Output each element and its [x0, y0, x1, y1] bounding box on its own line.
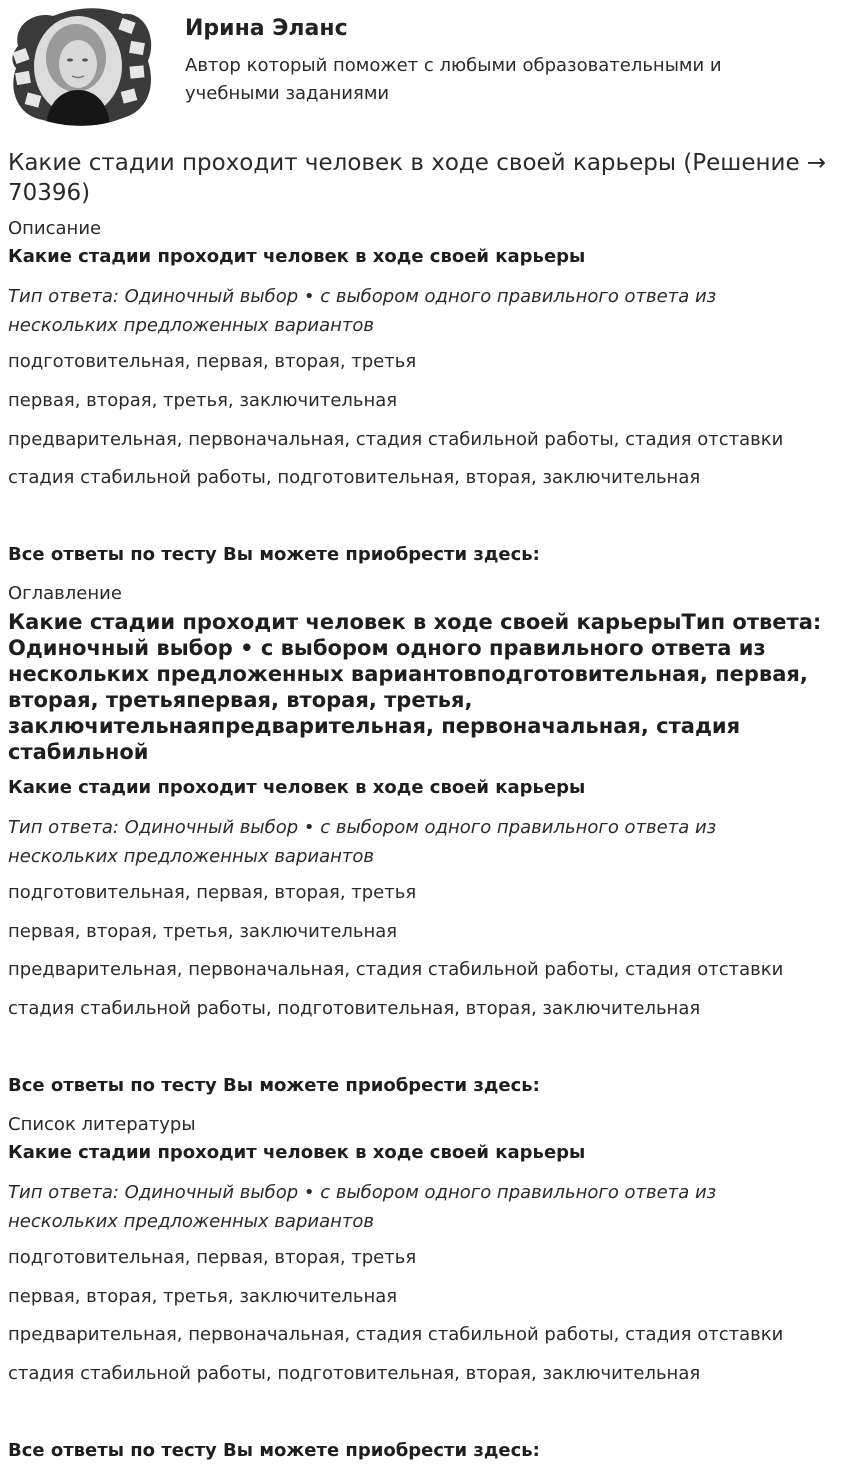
answer-option: предварительная, первоначальная, стадия стабильной работы, стадия отставки [8, 1324, 784, 1345]
answer-option: первая, вторая, третья, заключительная [8, 1286, 398, 1307]
question-text: Какие стадии проходит человек в ходе своей карьеры [8, 246, 586, 267]
page-title: Какие стадии проходит человек в ходе своей карьеры (Решение → 70396) [8, 150, 827, 206]
section-label: Список литературы [8, 1114, 196, 1135]
section-label: Описание [8, 218, 102, 239]
question-text: Какие стадии проходит человек в ходе своей карьеры [8, 777, 586, 798]
answer-option: подготовительная, первая, вторая, третья [8, 351, 417, 372]
answer-option: стадия стабильной работы, подготовительная, вторая, заключительная [8, 467, 701, 488]
answer-option: подготовительная, первая, вторая, третья [8, 1247, 417, 1268]
answer-option: первая, вторая, третья, заключительная [8, 921, 398, 942]
author-description: Автор который поможет с любыми образовательными и учебными заданиями [185, 55, 722, 104]
author-avatar [8, 6, 153, 126]
answer-option: стадия стабильной работы, подготовительная, вторая, заключительная [8, 1363, 701, 1384]
answer-type: Тип ответа: Одиночный выбор • с выбором одного правильного ответа из нескольких предложенных вариантов [8, 817, 717, 867]
answer-option: подготовительная, первая, вторая, третья [8, 882, 417, 903]
answer-type: Тип ответа: Одиночный выбор • с выбором одного правильного ответа из нескольких предложенных вариантов [8, 286, 717, 336]
author-card [8, 6, 839, 128]
answer-option: предварительная, первоначальная, стадия стабильной работы, стадия отставки [8, 959, 784, 980]
buy-answers-text: Все ответы по тесту Вы можете приобрести здесь: [8, 1075, 540, 1096]
question-text: Какие стадии проходит человек в ходе своей карьеры [8, 1142, 586, 1163]
toc-text: Какие стадии проходит человек в ходе своей карьерыТип ответа: Одиночный выбор • с выбором одного правильного ответа из нескольких предложенных вариантовподготовительная, первая, вторая, третьяпервая, вторая, третья, заключительнаяпредварительная, первоначальная, стадия стабильной [8, 610, 822, 764]
answer-option: стадия стабильной работы, подготовительная, вторая, заключительная [8, 998, 701, 1019]
answer-type: Тип ответа: Одиночный выбор • с выбором одного правильного ответа из нескольких предложенных вариантов [8, 1182, 717, 1232]
buy-answers-text: Все ответы по тесту Вы можете приобрести здесь: [8, 1440, 540, 1461]
author-name: Ирина Эланс [185, 16, 348, 41]
answer-option: предварительная, первоначальная, стадия стабильной работы, стадия отставки [8, 429, 784, 450]
answer-option: первая, вторая, третья, заключительная [8, 390, 398, 411]
section-label: Оглавление [8, 583, 122, 604]
buy-answers-text: Все ответы по тесту Вы можете приобрести здесь: [8, 544, 540, 565]
